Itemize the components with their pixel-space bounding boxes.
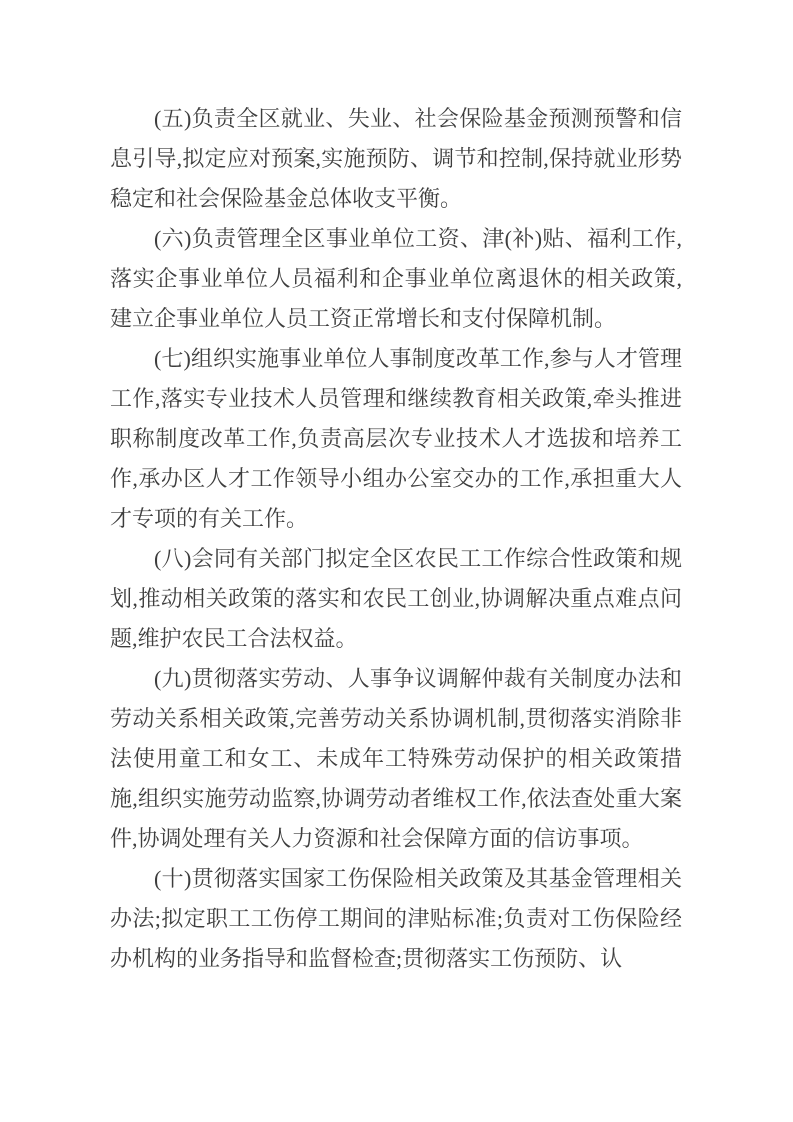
paragraph-item-5: (五)负责全区就业、失业、社会保险基金预测预警和信息引导,拟定应对预案,实施预防、调节和控制,保持就业形势稳定和社会保险基金总体收支平衡。 [110, 106, 682, 211]
document-text-block [110, 99, 682, 979]
paragraph-item-8: (八)会同有关部门拟定全区农民工工作综合性政策和规划,推动相关政策的落实和农民工创业,协调解决重点难点问题,维护农民工合法权益。 [110, 546, 682, 651]
paragraph-item-7: (七)组织实施事业单位人事制度改革工作,参与人才管理工作,落实专业技术人员管理和继续教育相关政策,牵头推进职称制度改革工作,负责高层次专业技术人才选拔和培养工作,承办区人才工作领导小组办公室交办的工作,承担重大人才专项的有关工作。 [110, 346, 682, 531]
paragraph-item-9: (九)贯彻落实劳动、人事争议调解仲裁有关制度办法和劳动关系相关政策,完善劳动关系协调机制,贯彻落实消除非法使用童工和女工、未成年工特殊劳动保护的相关政策措施,组织实施劳动监察,协调劳动者维权工作,依法查处重大案件,协调处理有关人力资源和社会保障方面的信访事项。 [110, 666, 682, 851]
paragraph-item-6: (六)负责管理全区事业单位工资、津(补)贴、福利工作,落实企事业单位人员福利和企事业单位离退休的相关政策,建立企事业单位人员工资正常增长和支付保障机制。 [110, 226, 682, 331]
paragraph-item-10: (十)贯彻落实国家工伤保险相关政策及其基金管理相关办法;拟定职工工伤停工期间的津贴标准;负责对工伤保险经办机构的业务指导和监督检查;贯彻落实工伤预防、认 [110, 866, 682, 971]
